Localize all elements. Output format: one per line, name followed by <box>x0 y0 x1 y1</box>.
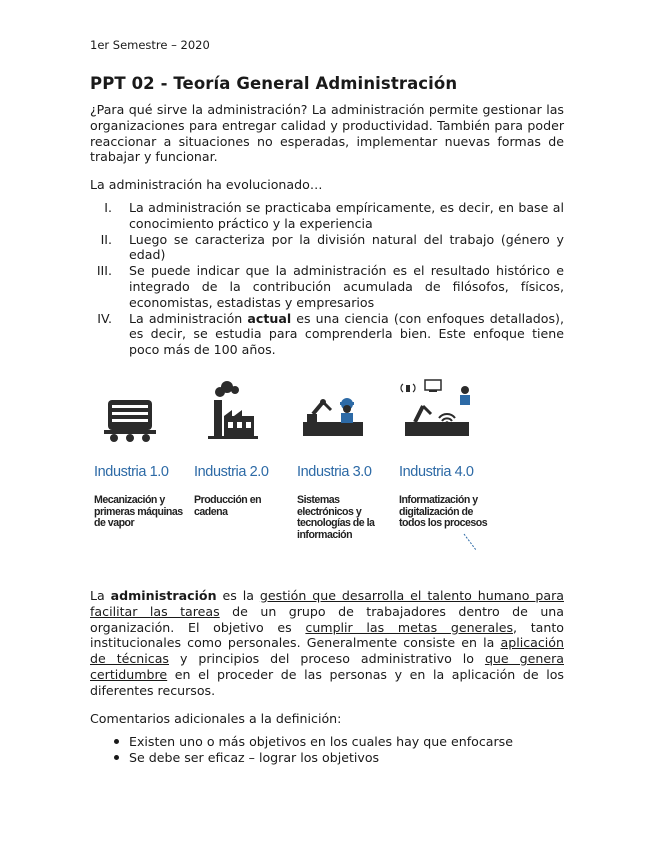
evolution-list <box>90 200 564 358</box>
industry-3-panel <box>293 378 398 558</box>
industry-1-panel <box>90 378 195 558</box>
industry-label: Industria 3.0 <box>297 464 372 480</box>
comments-list <box>90 734 513 766</box>
list-number: III. <box>96 263 112 279</box>
list-text: Luego se caracteriza por la división natural del trabajo (género y edad) <box>129 231 564 263</box>
bullet-text: Existen uno o más objetivos en los cuales hay que enfocarse <box>129 734 513 749</box>
evolution-lead: La administración ha evolucionado… <box>90 177 323 192</box>
list-item <box>90 263 564 310</box>
list-text-bold: actual <box>247 310 292 326</box>
stray-mark-icon <box>462 532 482 554</box>
definition-keyword: administración <box>110 588 217 603</box>
bullet-icon <box>114 739 119 744</box>
list-item <box>90 734 513 750</box>
industry-4-panel <box>395 378 500 558</box>
list-text: Se puede indicar que la administración es el resultado histórico e integrado de la contribución acumulada de filósofos, físicos, economistas, estadistas y empresarios <box>129 263 564 310</box>
bullet-icon <box>114 755 119 760</box>
industry-label: Industria 1.0 <box>94 464 169 480</box>
industry-description: Producción en cadena <box>194 494 262 518</box>
list-number: II. <box>100 231 112 247</box>
underlined-phrase: aplicación de técnicas <box>90 635 564 667</box>
underlined-phrase: cumplir las metas generales <box>305 619 514 635</box>
document-title: PPT 02 - Teoría General Administración <box>90 74 458 93</box>
page-header: 1er Semestre – 2020 <box>90 38 210 52</box>
definition-paragraph: La administración es la gestión que desarrolla el talento humano para facilitar las tareas de un grupo de trabajadores dentro de una organización. El objetivo es cumplir las metas generales, tanto institucionales como personales. Generalmente consiste en la aplicación de técnicas y principios del proceso administrativo lo que genera certidumbre en el proceder de las personas y en la aplicación de los diferentes recursos. <box>90 588 564 698</box>
industry-revolutions-figure <box>90 378 564 558</box>
industry-description: Sistemas electrónicos y tecnologías de la información <box>297 494 375 541</box>
robot-worker-icon <box>293 378 393 448</box>
list-number: I. <box>104 200 112 215</box>
list-number: IV. <box>97 310 112 326</box>
list-text-after: es una ciencia (con enfoques detallados), es decir, se estudia para comprenderla bien. Este enfoque tiene poco más de 100 años. <box>129 310 564 358</box>
list-item <box>90 750 513 766</box>
factory-smoke-icon <box>190 378 290 448</box>
industry-description: Mecanización y primeras máquinas de vapor <box>94 494 183 530</box>
underlined-phrase: gestión que desarrolla el talento humano para facilitar las tareas <box>90 588 564 619</box>
bullet-text: Se debe ser eficaz – lograr los objetivos <box>129 749 380 765</box>
list-item <box>90 232 564 264</box>
list-item <box>90 311 564 358</box>
industry-label: Industria 2.0 <box>194 464 269 480</box>
comments-lead: Comentarios adicionales a la definición: <box>90 711 342 726</box>
industry-description: Informatización y digitalización de todos los procesos <box>399 494 488 530</box>
list-text-before: La administración <box>129 310 248 326</box>
digital-factory-icon <box>395 378 505 448</box>
industry-2-panel <box>190 378 295 558</box>
underlined-phrase: que genera certidumbre <box>90 651 564 682</box>
intro-paragraph: ¿Para qué sirve la administración? La administración permite gestionar las organizaciones para entregar calidad y productividad. También para poder reaccionar a situaciones no esperadas, implementar nuevas formas de trabajar y funcionar. <box>90 102 564 165</box>
steam-train-icon <box>90 378 190 448</box>
list-item <box>90 200 564 232</box>
list-text: La administración se practicaba empíricamente, es decir, en base al conocimiento práctico y la experiencia <box>129 200 564 231</box>
industry-label: Industria 4.0 <box>399 464 474 480</box>
